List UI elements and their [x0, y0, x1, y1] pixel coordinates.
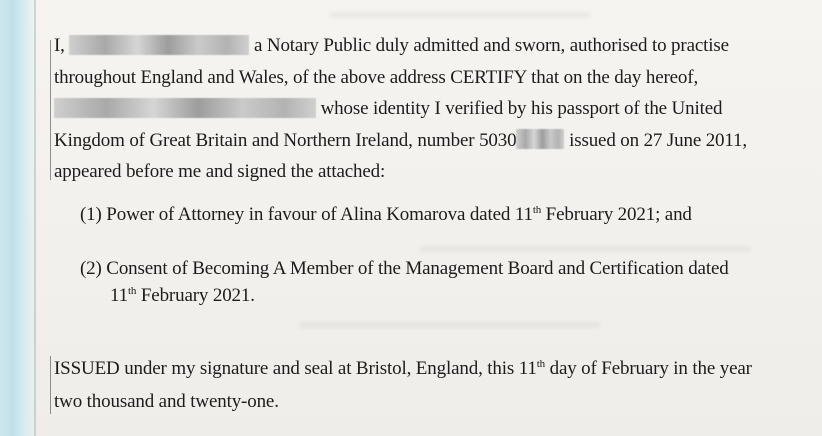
issue-date-text: issued on 27 June 2011,: [564, 129, 748, 151]
bleed-through-mark: [420, 246, 750, 252]
issued-text: ISSUED under my signature and seal at Bristol, England, this 11: [54, 358, 537, 379]
ordinal-suffix: th: [128, 285, 137, 297]
notary-prefix: I,: [54, 35, 65, 56]
notary-description: a Notary Public duly admitted and sworn, authorised to practise: [254, 35, 729, 56]
paragraph-line: [54, 125, 794, 157]
list-item-text: (1) Power of Attorney in favour of Alina Komarova dated 11: [80, 204, 533, 225]
margin-rule: [50, 356, 51, 414]
passport-text: Kingdom of Great Britain and Northern Ireland, number 5030: [54, 129, 517, 151]
paragraph-line: throughout England and Wales, of the above address CERTIFY that on the day hereof,: [54, 66, 699, 88]
margin-rule: [50, 40, 51, 180]
bleed-through-mark: [330, 12, 590, 18]
identity-text: whose identity I verified by his passport of the United: [320, 98, 723, 119]
ribbon-binding: [0, 0, 36, 436]
redacted-passport-number: [516, 129, 564, 149]
ribbon-edge: [34, 0, 36, 436]
redacted-notary-name: [69, 35, 249, 55]
paragraph-line: [54, 93, 794, 125]
issued-line: [54, 352, 752, 385]
list-item: [80, 255, 729, 309]
issued-text: day of February in the year: [545, 358, 752, 379]
ordinal-suffix: th: [536, 358, 545, 370]
bleed-through-mark: [300, 322, 600, 328]
list-item-text: (2) Consent of Becoming A Member of the Management Board and Certification dated: [80, 258, 729, 279]
list-item-text: 11: [110, 285, 128, 306]
list-item-text: February 2021.: [136, 285, 255, 306]
certificate-paragraph: [54, 30, 794, 188]
list-item-text: February 2021; and: [541, 204, 692, 225]
paragraph-line: appeared before me and signed the attached:: [54, 161, 386, 182]
list-item-continuation: [80, 282, 729, 309]
issued-statement: [54, 352, 752, 418]
paragraph-line: [54, 30, 794, 62]
ordinal-suffix: th: [532, 204, 542, 216]
redacted-signatory-name: [54, 98, 316, 118]
issued-line: two thousand and twenty-one.: [54, 391, 279, 412]
list-item: [80, 201, 692, 228]
